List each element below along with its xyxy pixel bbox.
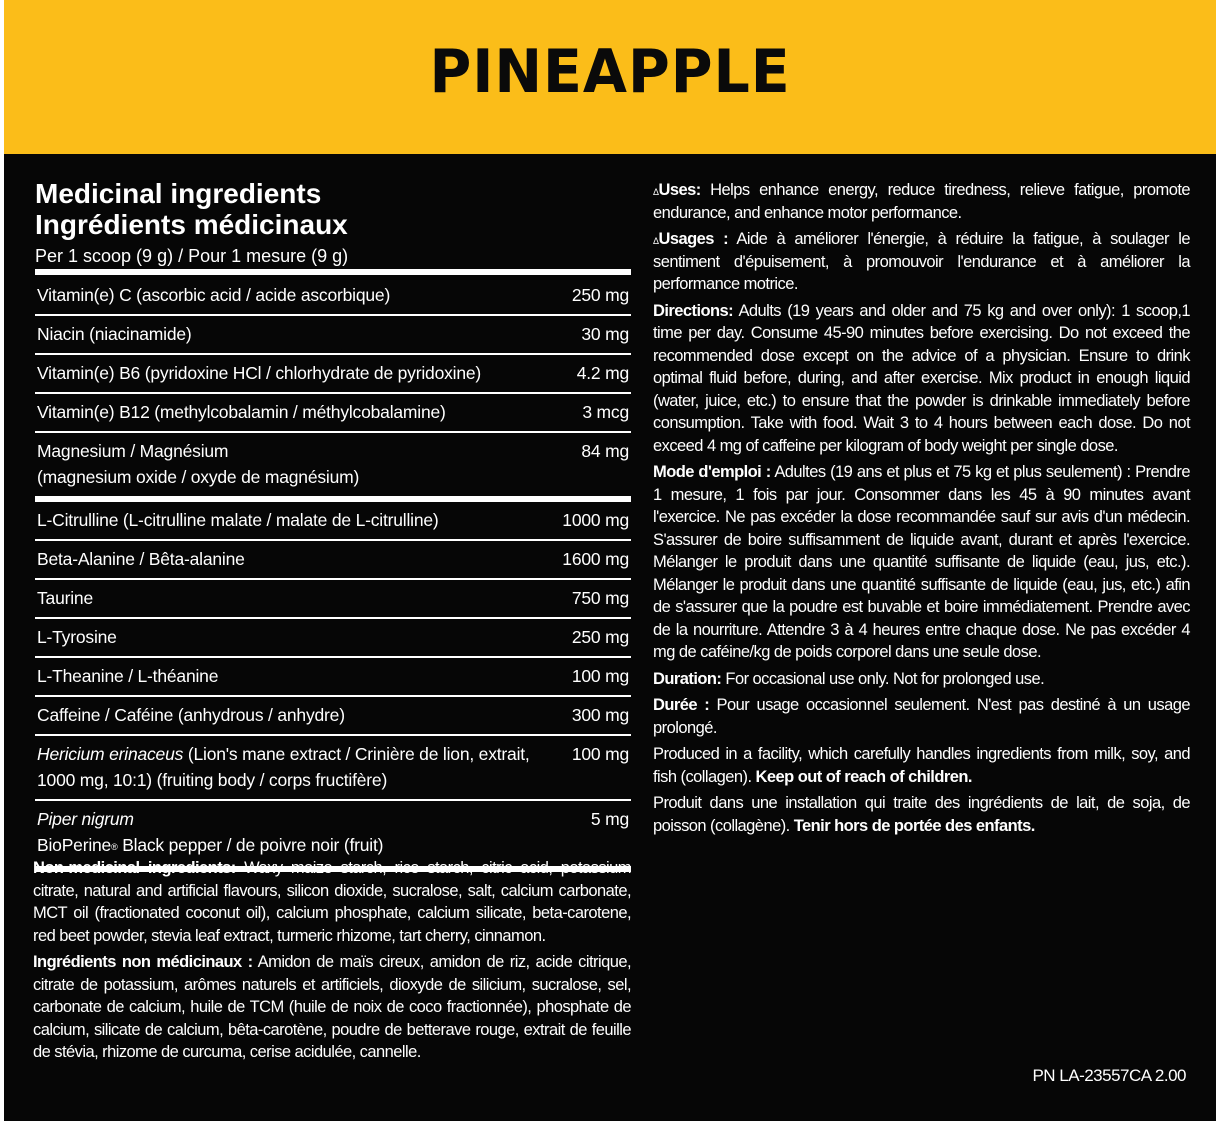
ingredient-row: [35, 619, 631, 658]
ingredient-name: L-Theanine / L-théanine: [37, 666, 219, 686]
ingredient-row: [35, 658, 631, 697]
non-medicinal-en: Non-medicinal ingredients: Waxy maize starch, rice starch, citric acid, potassium citrate, natural and artificial flavours, silicon dioxide, sucralose, salt, calcium carbonate, MCT oil (fractionated coconut oil), calcium phosphate, calcium silicate, beta-carotene, red beet powder, stevia leaf extract, turmeric rhizome, tart cherry, cinnamon.: [33, 859, 631, 945]
ingredient-name: Beta-Alanine / Bêta-alanine: [37, 549, 245, 569]
uses-fr: $^\Delta$Usages : Aide à améliorer l'énergie, à réduire la fatigue, à soulager le sentiment d'épuisement, à promouvoir l'endurance et à améliorer la performance motrice.: [653, 230, 1190, 293]
ingredient-name: Vitamin(e) C (ascorbic acid / acide ascorbique): [37, 285, 391, 305]
ingredient-amount: 1000 mg: [562, 510, 629, 530]
ingredient-row: [35, 502, 631, 541]
medicinal-ingredients-panel: [35, 178, 631, 874]
ingredient-name: Vitamin(e) B12 (methylcobalamin / méthylcobalamine): [37, 402, 446, 422]
ingredient-name: Taurine: [37, 588, 93, 608]
flavor-title: PINEAPPLE: [429, 37, 791, 107]
ingredient-amount: 30 mg: [581, 324, 629, 344]
divider-thick: [35, 269, 631, 275]
ingredient-name: Niacin (niacinamide): [37, 324, 192, 344]
ingredient-row: [35, 580, 631, 619]
duration-fr: Durée : Pour usage occasionnel seulement. N'est pas destiné à un usage prolongé.: [653, 696, 1190, 737]
uses-en: $^\Delta$Uses: Helps enhance energy, reduce tiredness, relieve fatigue, promote endurance, and enhance motor performance.: [653, 181, 1190, 222]
ingredient-row: [35, 801, 631, 864]
ingredient-name: Vitamin(e) B6 (pyridoxine HCl / chlorhydrate de pyridoxine): [37, 363, 482, 383]
allergen-en: Produced in a facility, which carefully handles ingredients from milk, soy, and fish (collagen). Keep out of reach of children.: [653, 745, 1190, 786]
ingredient-name: Caffeine / Caféine (anhydrous / anhydre): [37, 705, 345, 725]
ingredient-amount: 250 mg: [571, 285, 629, 305]
ingredient-amount: 300 mg: [571, 705, 629, 725]
heading-fr: Ingrédients médicinaux: [35, 209, 348, 240]
heading-en: Medicinal ingredients: [35, 178, 322, 209]
ingredient-amount: 3 mcg: [582, 402, 629, 422]
ingredient-name: L-Tyrosine: [37, 627, 117, 647]
non-medicinal-ingredients: [33, 857, 631, 1068]
directions-fr: Mode d'emploi : Adultes (19 ans et plus et 75 kg et plus seulement) : Prendre 1 mesure, 1 fois par jour. Consommer dans les 45 à 90 minutes avant l'exercice. Ne pas excéder la dose recommandée sauf sur avis d'un médecin. S'assurer de boire suffisamment de liquide avant, durant et après l'exercice. Mélanger le produit dans une quantité suffisante de liquide (eau, jus, etc.). Mélanger le produit dans une quantité suffisante de liquide (eau, jus, etc.) afin de s'assurer que la poudre est buvable et boire immédiatement. Prendre avec de la nourriture. Attendre 3 à 4 heures entre chaque dose. Ne pas excéder 4 mg de caféine/kg de poids corporel dans une seule dose.: [653, 463, 1190, 661]
ingredient-row: [35, 355, 631, 394]
ingredient-row: [35, 736, 631, 801]
ingredient-name: Hericium erinaceus (Lion's mane extract / Crinière de lion, extrait, 1000 mg, 10:1) (fruiting body / corps fructifère): [37, 744, 530, 790]
ingredient-name: L-Citrulline (L-citrulline malate / malate de L-citrulline): [37, 510, 439, 530]
usage-info-panel: [653, 179, 1190, 841]
ingredient-amount: 5 mg: [590, 809, 629, 829]
ingredient-amount: 1600 mg: [562, 549, 629, 569]
serving-size: Per 1 scoop (9 g) / Pour 1 mesure (9 g): [35, 246, 349, 266]
non-medicinal-fr: Ingrédients non médicinaux : Amidon de maïs cireux, amidon de riz, acide citrique, citrate de potassium, arômes naturels et artificiels, dioxyde de silicium, sucralose, sel, carbonate de calcium, huile de TCM (huile de noix de coco fractionnée), phosphate de calcium, silicate de calcium, bêta-carotène, poudre de betterave rouge, extrait de feuille de stévia, rhizome de curcuma, cerise acidulée, cannelle.: [33, 953, 632, 1061]
ingredient-amount: 4.2 mg: [576, 363, 629, 383]
ingredient-amount: 100 mg: [571, 666, 629, 686]
ingredient-name: Magnesium / Magnésium (magnesium oxide / oxyde de magnésium): [37, 441, 360, 487]
ingredient-row: [35, 394, 631, 433]
ingredient-name: Piper nigrum BioPerine® Black pepper / de poivre noir (fruit): [37, 809, 384, 855]
ingredient-row: [35, 277, 631, 316]
flavor-banner: [4, 0, 1216, 154]
ingredient-amount: 84 mg: [581, 441, 629, 461]
ingredient-row: [35, 541, 631, 580]
ingredient-amount: 750 mg: [571, 588, 629, 608]
ingredient-row: [35, 316, 631, 355]
allergen-fr: Produit dans une installation qui traite des ingrédients de lait, de soja, de poisson (collagène). Tenir hors de portée des enfants.: [653, 794, 1190, 835]
part-number: PN LA-23557CA 2.00: [1032, 1066, 1186, 1085]
duration-en: Duration: For occasional use only. Not for prolonged use.: [653, 669, 1045, 688]
product-label: [4, 0, 1216, 1121]
ingredient-row: [35, 433, 631, 502]
ingredient-amount: 100 mg: [571, 744, 629, 764]
ingredients-table: [35, 277, 631, 864]
ingredient-row: [35, 697, 631, 736]
directions-en: Directions: Adults (19 years and older and 75 kg and over only): 1 scoop,1 time per day. Consume 45-90 minutes before exercising. Do not exceed the recommended dose except on the advice of a physician. Ensure to drink optimal fluid before, during, and after exercise. Mix product in enough liquid (water, juice, etc.) to ensure that the powder is drinkable immediately before consumption. Take with food. Wait 3 to 4 hours between each dose. Do not exceed 4 mg of caffeine per kilogram of body weight per single dose.: [653, 301, 1190, 455]
ingredient-amount: 250 mg: [571, 627, 629, 647]
